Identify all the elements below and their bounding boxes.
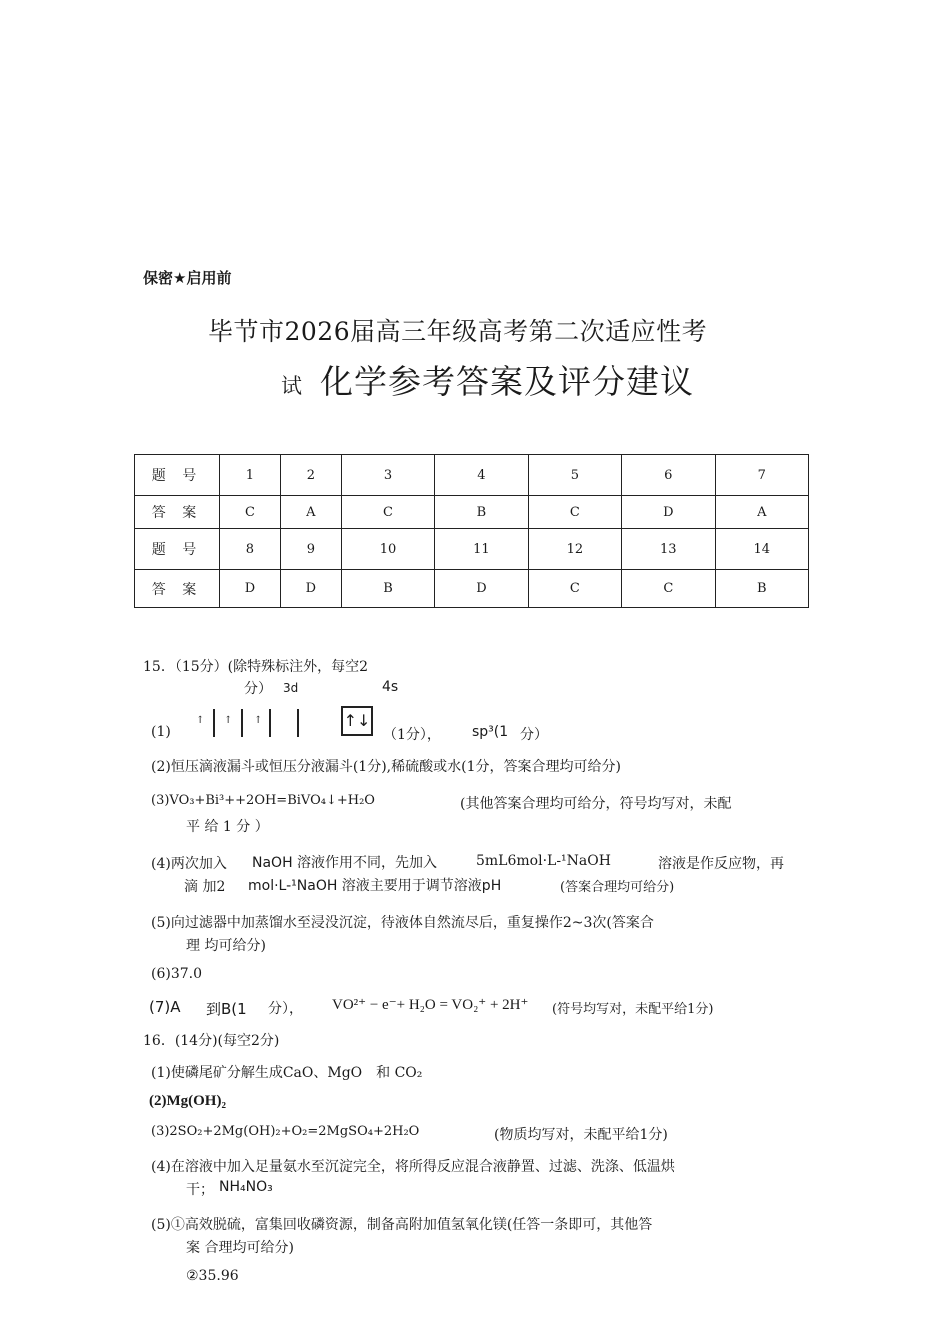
q15-part6: (6)37.0 [151, 966, 203, 982]
table-cell: D [280, 570, 341, 608]
row-label: 答 案 [135, 570, 220, 608]
table-cell: 6 [622, 455, 715, 496]
q15-part7-c: 分）， [268, 1001, 303, 1017]
q15-part4-b2: mol·L-¹NaOH 溶液主要用于调节溶液pH [248, 878, 502, 894]
table-cell: B [341, 570, 434, 608]
q15-part1-label: (1) [151, 724, 171, 740]
q16-part4: (4)在溶液中加入足量氨水至沉淀完全，将所得反应混合液静置、过滤、洗涤、低温烘 [151, 1159, 675, 1175]
q15-part4-a4: 溶液是作反应物，再 [658, 856, 784, 872]
table-cell: A [715, 496, 808, 529]
table-cell: C [528, 570, 621, 608]
table-row [135, 455, 809, 496]
table-cell: C [341, 496, 434, 529]
table-cell: 12 [528, 529, 621, 570]
table-cell: A [280, 496, 341, 529]
q16-part1: (1)使磷尾矿分解生成CaO、MgO 和 CO₂ [151, 1065, 423, 1081]
up-arrow-icon: ↑ [224, 715, 233, 726]
table-cell: 5 [528, 455, 621, 496]
q15-part3-equation: (3)VO₃+Bi³++2OH=BiVO₄↓+H₂O [151, 793, 375, 808]
q15-part1-score2: 分） [520, 727, 548, 743]
table-cell: B [715, 570, 808, 608]
table-cell: D [622, 496, 715, 529]
paired-electron-box: ↑↓ [341, 706, 373, 736]
table-cell: 10 [341, 529, 434, 570]
table-cell: C [220, 496, 281, 529]
row-label: 答 案 [135, 496, 220, 529]
table-cell: 3 [341, 455, 434, 496]
q15-part4-a3: 5mL6mol·L-¹NaOH [476, 853, 611, 869]
table-cell: 7 [715, 455, 808, 496]
q15-part5-cont: 理 均可给分) [186, 938, 266, 954]
table-row [135, 529, 809, 570]
table-cell: 2 [280, 455, 341, 496]
q15-heading: 15．（15分）(除特殊标注外，每空2 [143, 659, 368, 675]
orbital-divider [241, 709, 243, 737]
orbital-divider [297, 709, 299, 737]
orbital-label-4s: 4s [382, 679, 399, 695]
q15-part7-b: 到B(1 [206, 1000, 247, 1018]
q16-part3-note: (物质均写对，未配平给1分) [494, 1127, 668, 1143]
q16-part4-cont: 干； [186, 1182, 214, 1198]
orbital-divider [213, 709, 215, 737]
row-label: 题 号 [135, 455, 220, 496]
table-cell: 4 [435, 455, 528, 496]
q15-part5: (5)向过滤器中加蒸馏水至浸没沉淀，待液体自然流尽后，重复操作2~3次(答案合 [151, 915, 654, 931]
up-arrow-icon: ↑ [254, 715, 263, 726]
q16-part5-value: ②35.96 [186, 1268, 239, 1284]
q15-part4-a2: NaOH 溶液作用不同，先加入 [252, 855, 438, 871]
table-cell: C [528, 496, 621, 529]
table-cell: 8 [220, 529, 281, 570]
up-arrow-icon: ↑ [196, 715, 205, 726]
orbital-label-3d: 3d [283, 681, 299, 695]
q16-part5-cont: 案 合理均可给分) [186, 1240, 294, 1256]
q15-part2: (2)恒压滴液漏斗或恒压分液漏斗(1分),稀硫酸或水(1分，答案合理均可给分) [151, 759, 621, 775]
orbital-divider [269, 709, 271, 737]
q15-part4-b3: (答案合理均可给分) [560, 880, 675, 895]
row-label: 题 号 [135, 529, 220, 570]
table-row [135, 570, 809, 608]
q15-heading-cont: 分） [244, 681, 272, 697]
table-cell: 9 [280, 529, 341, 570]
q15-part7-note: (符号均写对，未配平给1分) [552, 1002, 714, 1017]
table-cell: 1 [220, 455, 281, 496]
q16-part2: (2)Mg(OH)₂ [149, 1093, 226, 1109]
q15-part7-a: (7)A [149, 998, 181, 1016]
table-row [135, 496, 809, 529]
table-cell: D [220, 570, 281, 608]
document-subtitle: 化学参考答案及评分建议 [320, 362, 694, 401]
q16-part3-equation: (3)2SO₂+2Mg(OH)₂+O₂=2MgSO₄+2H₂O [151, 1124, 420, 1139]
q15-part4-b1: 滴 加2 [184, 879, 226, 895]
answer-table [134, 454, 809, 608]
document-title-prefix: 试 [281, 374, 302, 398]
q15-part3-note: (其他答案合理均可给分，符号均写对，未配 [460, 796, 732, 812]
table-cell: 11 [435, 529, 528, 570]
confidential-label: 保密★启用前 [143, 269, 232, 287]
document-title: 毕节市2026届高三年级高考第二次适应性考 [208, 317, 708, 346]
table-cell: C [622, 570, 715, 608]
q16-heading: 16．(14分)(每空2分) [143, 1033, 280, 1049]
table-cell: B [435, 496, 528, 529]
q15-part7-equation: VO²⁺ − e⁻+ H₂O = VO₂⁺ + 2H⁺ [332, 997, 529, 1013]
q16-part4-formula: NH₄NO₃ [219, 1179, 273, 1195]
q15-part1-hybrid: sp³(1 [472, 724, 509, 740]
q15-part3-note-cont: 平 给 1 分 ） [186, 819, 269, 835]
q15-part1-score: （1分）， [383, 727, 441, 743]
q16-part5: (5)①高效脱硫，富集回收磷资源，制备高附加值氢氧化镁(任答一条即可，其他答 [151, 1217, 653, 1233]
table-cell: 13 [622, 529, 715, 570]
table-cell: 14 [715, 529, 808, 570]
table-cell: D [435, 570, 528, 608]
q15-part4-a1: (4)两次加入 [151, 856, 227, 872]
